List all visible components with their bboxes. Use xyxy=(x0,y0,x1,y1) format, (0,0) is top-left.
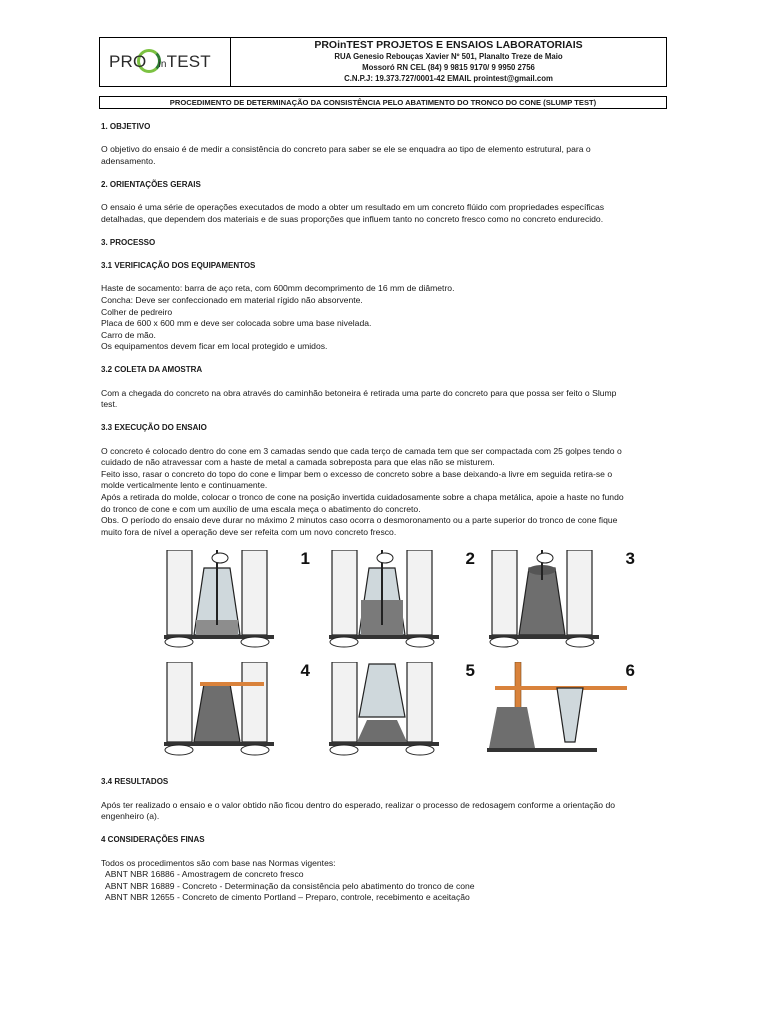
step-5-image xyxy=(327,662,477,768)
norm-item: ABNT NBR 16889 - Concreto - Determinação da consistência pelo abatimento do tronco de cone xyxy=(105,880,475,891)
section-heading-processo: 3. PROCESSO xyxy=(101,237,156,247)
equipment-line: Os equipamentos devem ficar em local protegido e umidos. xyxy=(101,341,328,352)
equipment-line: Carro de mão. xyxy=(101,329,156,340)
equipment-line: Placa de 600 x 600 mm e deve ser colocada sobre uma base nivelada. xyxy=(101,318,372,329)
step-number: 1 xyxy=(300,549,310,569)
equipment-line: Colher de pedreiro xyxy=(101,306,173,317)
company-cnpj-email: C.N.P.J: 19.373.727/0001-42 EMAIL prointest@gmail.com xyxy=(344,74,553,83)
company-info xyxy=(231,38,666,86)
header-box xyxy=(99,37,667,87)
section-text-objetivo: O objetivo do ensaio é de medir a consistência do concreto para saber se ele se enquadra ao tipo de elemento estrutural, para o adensamento. xyxy=(101,144,591,166)
slump-step-4-illustration xyxy=(162,662,312,768)
step-4-image xyxy=(162,662,312,768)
execution-paragraph: Obs. O período do ensaio deve durar no máximo 2 minutos caso ocorra o desmoronamento ou a parte superior do tronco de cone fique muito fora de nível a operação deve ser refeita com um novo concreto fresco. xyxy=(101,515,618,537)
equipment-line: Haste de socamento: barra de aço reta, com 600mm decomprimento de 16 mm de diâmetro. xyxy=(101,283,455,294)
section-heading-resultados: 3.4 RESULTADOS xyxy=(101,777,169,787)
section-text-consideracoes: Todos os procedimentos são com base nas Normas vigentes: xyxy=(101,857,336,868)
execution-paragraph: Após a retirada do molde, colocar o tronco de cone na posição invertida cuidadosamente sobre a chapa metálica, apoie a haste no fundo do tronco de cone e com um auxílio de uma escala meça o abatimento do concreto. xyxy=(101,492,624,514)
logo-text: PRO inTEST xyxy=(109,52,211,71)
norm-item: ABNT NBR 16886 - Amostragem de concreto fresco xyxy=(105,869,304,880)
norm-item: ABNT NBR 12655 - Concreto de cimento Portland – Preparo, controle, recebimento e aceitação xyxy=(105,892,470,903)
step-number: 3 xyxy=(625,549,635,569)
section-text-orientacoes: O ensaio é uma série de operações executados de modo a obter um resultado em um concreto flúido com propriedades específicas detalhadas, que dependem dos materiais e de suas proporções que influem tanto no concreto fresco como no concreto endurecido. xyxy=(101,202,605,224)
step-6-image xyxy=(487,662,637,768)
slump-step-1-illustration xyxy=(162,550,312,656)
company-name: PROinTEST PROJETOS E ENSAIOS LABORATORIAIS xyxy=(314,39,583,51)
section-heading-execucao: 3.3 EXECUÇÃO DO ENSAIO xyxy=(101,423,207,433)
step-2-image xyxy=(327,550,477,656)
document-body xyxy=(101,121,635,904)
step-1-image xyxy=(162,550,312,656)
section-heading-orientacoes: 2. ORIENTAÇÕES GERAIS xyxy=(101,179,201,189)
execution-paragraph: Feito isso, rasar o concreto do topo do cone e limpar bem o excesso de concreto sobre a base deixando-a livre em seguida retira-se o molde verticalmente lento e continuamente. xyxy=(101,468,613,491)
section-heading-objetivo: 1. OBJETIVO xyxy=(101,122,151,131)
company-address: RUA Genesio Rebouças Xavier Nº 501, Planalto Treze de Maio xyxy=(334,52,563,61)
step-number: 4 xyxy=(300,661,310,681)
step-number: 6 xyxy=(625,661,635,681)
document-title: PROCEDIMENTO DE DETERMINAÇÃO DA CONSISTÊNCIA PELO ABATIMENTO DO TRONCO DO CONE (SLUMP TEST) xyxy=(99,96,667,109)
section-heading-consideracoes: 4 CONSIDERAÇÕES FINAS xyxy=(101,835,205,845)
step-number: 5 xyxy=(465,661,475,681)
equipment-line: Concha: Deve ser confeccionado em material rígido não absorvente. xyxy=(101,294,363,305)
slump-test-figure xyxy=(162,549,635,766)
section-heading-coleta: 3.2 COLETA DA AMOSTRA xyxy=(101,365,203,375)
step-3-image xyxy=(487,550,637,656)
execution-paragraph: O concreto é colocado dentro do cone em 3 camadas sendo que cada terço de camada tem que ser compactada com 25 golpes tendo o cuidado de não atravessar com a haste de metal a camada sobreposta para que elas não se misturem. xyxy=(101,445,622,468)
slump-step-5-illustration xyxy=(327,662,477,768)
slump-step-2-illustration xyxy=(327,550,477,656)
slump-step-6-illustration xyxy=(487,662,637,768)
slump-step-3-illustration xyxy=(487,550,637,656)
company-phone: Mossoró RN CEL (84) 9 9815 9170/ 9 9950 2756 xyxy=(362,63,535,72)
section-text-coleta: Com a chegada do concreto na obra através do caminhão betoneira é retirada uma parte do concreto para que possa ser feito o Slump test. xyxy=(101,387,617,410)
section-text-resultados: Após ter realizado o ensaio e o valor obtido não ficou dentro do esperado, realizar o processo de redosagem conforme a orientação do engenheiro (a). xyxy=(101,799,616,822)
company-logo xyxy=(100,38,231,86)
step-number: 2 xyxy=(465,549,475,569)
section-heading-equipamentos: 3.1 VERIFICAÇÃO DOS EQUIPAMENTOS xyxy=(101,261,256,271)
